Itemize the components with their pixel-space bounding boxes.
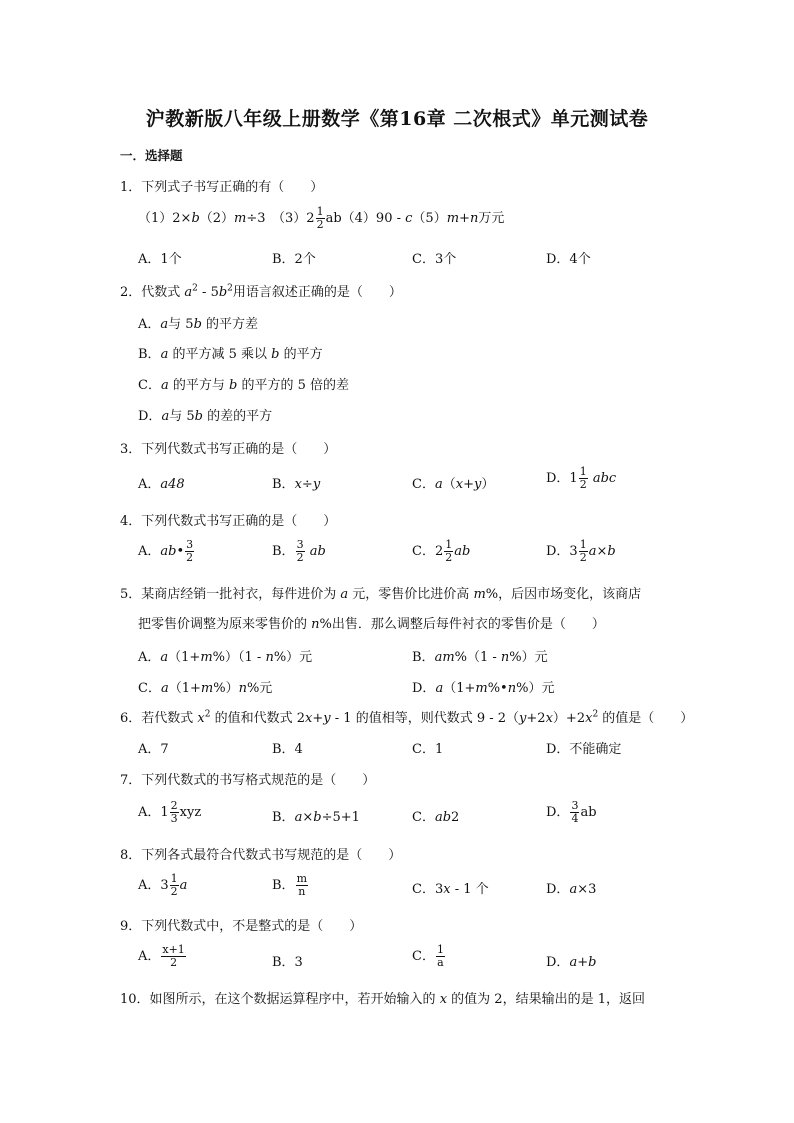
- q2-option-d: D．a与 5b 的差的平方: [138, 409, 273, 424]
- q9-option-c: C． $\frac{1}{a}$: [412, 943, 444, 969]
- q1-option-c: C．3个: [412, 252, 457, 267]
- question-8: 8．下列各式最符合代数式书写规范的是（ ）: [120, 848, 402, 863]
- question-7: 7．下列代数式的书写格式规范的是（ ）: [120, 773, 376, 788]
- fraction: $\frac{m}{n}$: [296, 872, 307, 898]
- fraction: $\frac{3}{2}$: [296, 538, 304, 564]
- q3-option-d: D．1 $\frac{1}{2}$ abc: [546, 465, 617, 491]
- q5-option-d: D．a（1+m%•n%）元: [412, 681, 555, 696]
- q8-option-b: B． $\frac{m}{n}$: [272, 872, 307, 898]
- q3-option-b: B．x÷y: [272, 477, 321, 492]
- question-5-line-2: 把零售价调整为原来零售价的 n%出售．那么调整后每件衬衣的零售价是（ ）: [138, 617, 605, 632]
- q9-option-b: B．3: [272, 955, 303, 970]
- q8-option-d: D．a×3: [546, 882, 597, 897]
- fraction: $\frac{3}{4}$: [571, 799, 579, 825]
- q2-option-b: B．a 的平方减 5 乘以 b 的平方: [138, 347, 323, 362]
- fraction: $\frac{1}{a}$: [436, 943, 444, 969]
- question-5-line-1: 5．某商店经销一批衬衣，每件进价为 a 元，零售价比进价高 m%，后因市场变化，该商店: [120, 587, 642, 602]
- q1-option-b: B．2个: [272, 252, 316, 267]
- question-9: 9．下列代数式中，不是整式的是（ ）: [120, 919, 363, 934]
- q5-option-a: A．a（1+m%）（1 - n%）元: [138, 650, 313, 665]
- q5-option-b: B．am%（1 - n%）元: [412, 650, 548, 665]
- question-3: 3．下列代数式书写正确的是（ ）: [120, 442, 337, 457]
- q4-option-a: A．ab• $\frac{3}{2}$: [138, 538, 194, 564]
- q1-option-d: D．4个: [546, 252, 591, 267]
- q4-option-c: C．2 $\frac{1}{2}$ ab: [412, 538, 471, 564]
- q8-option-c: C．3x - 1 个: [412, 882, 489, 897]
- q6-option-c: C．1: [412, 742, 444, 757]
- q6-option-a: A．7: [138, 742, 169, 757]
- q6-option-d: D．不能确定: [546, 742, 622, 757]
- fraction: $\frac{3}{2}$: [186, 538, 194, 564]
- q1-option-a: A．1个: [138, 252, 182, 267]
- section-heading: 一．选择题: [120, 148, 183, 163]
- q7-option-d: D． $\frac{3}{4}$ ab: [546, 799, 597, 825]
- q4-option-b: B． $\frac{3}{2}$ ab: [272, 538, 326, 564]
- q9-option-a: A． $\frac{x+1}{2}$: [138, 943, 185, 969]
- fraction: $\frac{1}{2}$: [579, 465, 587, 491]
- fraction: $\frac{1}{2}$: [316, 205, 324, 231]
- q3-option-a: A．a48: [138, 477, 185, 492]
- q2-option-a: A．a与 5b 的平方差: [138, 317, 259, 332]
- page-title: 沪教新版八年级上册数学《第16章 二次根式》单元测试卷: [145, 108, 649, 130]
- fraction: $\frac{1}{2}$: [445, 538, 453, 564]
- fraction: $\frac{1}{2}$: [579, 538, 587, 564]
- q5-option-c: C．a（1+m%）n%元: [138, 681, 273, 696]
- q7-option-c: C．ab2: [412, 810, 460, 825]
- fraction: $\frac{1}{2}$: [170, 872, 178, 898]
- q2-option-c: C．a 的平方与 b 的平方的 5 倍的差: [138, 378, 349, 393]
- q3-option-c: C．a（x+y）: [412, 477, 495, 492]
- question-6: 6．若代数式 $x^2$ 的值和代数式 2x+y - 1 的值相等，则代数式 $9 - 2(y+2x)+2x^2$ 的值是（ ）: [120, 709, 694, 726]
- question-4: 4．下列代数式书写正确的是（ ）: [120, 514, 337, 529]
- question-2: 2．代数式 $a^2 - 5b^2$用语言叙述正确的是（ ）: [120, 283, 402, 300]
- q9-option-d: D．a+b: [546, 955, 597, 970]
- q7-option-b: B．a×b÷5+1: [272, 810, 360, 825]
- question-1-items: （1）2×b（2）m÷3 （3）2 $\frac{1}{2}$ ab（4）90 - c（5）m+n万元: [138, 205, 505, 231]
- q4-option-d: D．3 $\frac{1}{2}$ a×b: [546, 538, 616, 564]
- question-1: 1．下列式子书写正确的有（ ）: [120, 180, 324, 195]
- q7-option-a: A．1 $\frac{2}{3}$ xyz: [138, 799, 202, 825]
- fraction: $\frac{2}{3}$: [170, 799, 178, 825]
- question-10: 10．如图所示，在这个数据运算程序中，若开始输入的 x 的值为 2，结果输出的是 1，返回: [120, 992, 645, 1007]
- q8-option-a: A．3 $\frac{1}{2}$ a: [138, 872, 188, 898]
- fraction: $\frac{x+1}{2}$: [162, 943, 185, 969]
- q6-option-b: B．4: [272, 742, 303, 757]
